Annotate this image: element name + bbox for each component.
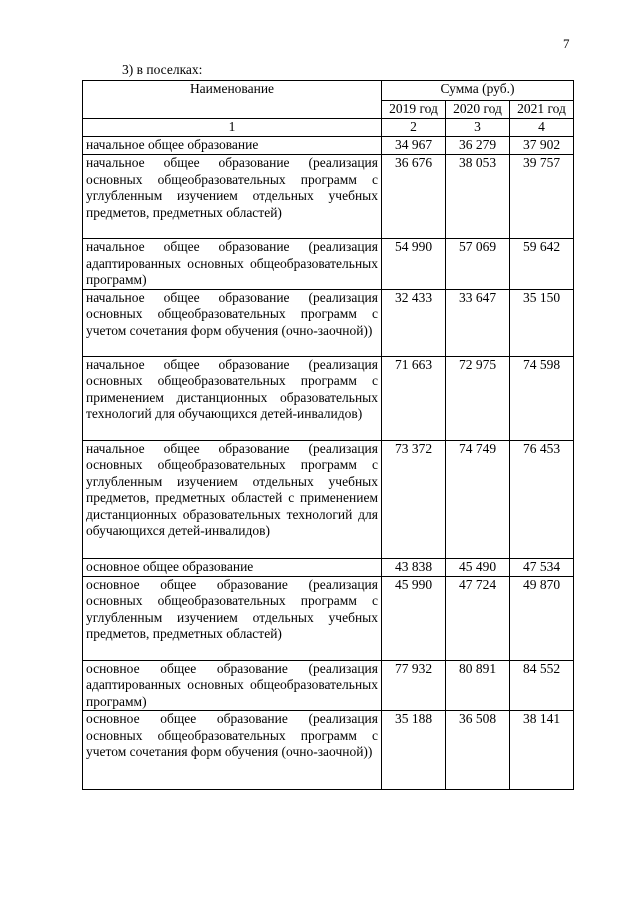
header-name: Наименование (83, 81, 382, 119)
header-sum: Сумма (руб.) (382, 81, 574, 101)
table-body (83, 81, 574, 790)
value-2020: 45 490 (446, 558, 510, 576)
table-row (83, 558, 574, 576)
value-2021: 74 598 (510, 356, 574, 440)
value-2020: 72 975 (446, 356, 510, 440)
value-2019: 35 188 (382, 711, 446, 790)
value-2019: 32 433 (382, 289, 446, 356)
table-row (83, 711, 574, 790)
value-2020: 57 069 (446, 239, 510, 290)
row-name: начальное общее образование (реализация адаптированных основных общеобразовательных программ) (83, 239, 382, 290)
value-2020: 47 724 (446, 576, 510, 660)
table-row (83, 289, 574, 356)
table-row (83, 576, 574, 660)
table-row (83, 239, 574, 290)
row-name: начальное общее образование (реализация основных общеобразовательных программ с учетом сочетания форм обучения (очно-заочной)) (83, 289, 382, 356)
value-2021: 76 453 (510, 440, 574, 558)
column-number: 4 (510, 119, 574, 137)
value-2021: 84 552 (510, 660, 574, 711)
header-row (83, 81, 574, 101)
section-title: 3) в поселках: (122, 62, 203, 77)
row-name: основное общее образование (реализация основных общеобразовательных программ с углубленным изучением отдельных учебных предметов, предметных областей) (83, 576, 382, 660)
row-name: основное общее образование (реализация основных общеобразовательных программ с учетом сочетания форм обучения (очно-заочной)) (83, 711, 382, 790)
column-number: 3 (446, 119, 510, 137)
value-2021: 37 902 (510, 137, 574, 155)
header-year-2019: 2019 год (382, 101, 446, 119)
value-2020: 36 279 (446, 137, 510, 155)
column-number: 1 (83, 119, 382, 137)
value-2020: 38 053 (446, 155, 510, 239)
header-year-2020: 2020 год (446, 101, 510, 119)
column-number: 2 (382, 119, 446, 137)
value-2019: 34 967 (382, 137, 446, 155)
value-2021: 47 534 (510, 558, 574, 576)
value-2021: 35 150 (510, 289, 574, 356)
value-2019: 54 990 (382, 239, 446, 290)
value-2019: 36 676 (382, 155, 446, 239)
row-name: основное общее образование (83, 558, 382, 576)
value-2021: 59 642 (510, 239, 574, 290)
table-row (83, 356, 574, 440)
row-name: начальное общее образование (83, 137, 382, 155)
row-name: начальное общее образование (реализация основных общеобразовательных программ с применением дистанционных образовательных технологий для обучающихся детей-инвалидов) (83, 356, 382, 440)
page-number: 7 (563, 36, 570, 51)
value-2020: 74 749 (446, 440, 510, 558)
value-2021: 49 870 (510, 576, 574, 660)
value-2019: 77 932 (382, 660, 446, 711)
value-2019: 43 838 (382, 558, 446, 576)
value-2020: 33 647 (446, 289, 510, 356)
cost-table (82, 80, 574, 790)
value-2021: 38 141 (510, 711, 574, 790)
value-2019: 71 663 (382, 356, 446, 440)
row-name: начальное общее образование (реализация основных общеобразовательных программ с углубленным изучением отдельных учебных предметов, предметных областей с применением дистанционных образовательных технологий для обучающихся детей-инвалидов) (83, 440, 382, 558)
table-row (83, 137, 574, 155)
header-year-2021: 2021 год (510, 101, 574, 119)
value-2020: 80 891 (446, 660, 510, 711)
value-2019: 45 990 (382, 576, 446, 660)
table-row (83, 155, 574, 239)
table-row (83, 440, 574, 558)
row-name: основное общее образование (реализация адаптированных основных общеобразовательных программ) (83, 660, 382, 711)
value-2021: 39 757 (510, 155, 574, 239)
column-number-row (83, 119, 574, 137)
row-name: начальное общее образование (реализация основных общеобразовательных программ с углубленным изучением отдельных учебных предметов, предметных областей) (83, 155, 382, 239)
value-2019: 73 372 (382, 440, 446, 558)
value-2020: 36 508 (446, 711, 510, 790)
table-row (83, 660, 574, 711)
